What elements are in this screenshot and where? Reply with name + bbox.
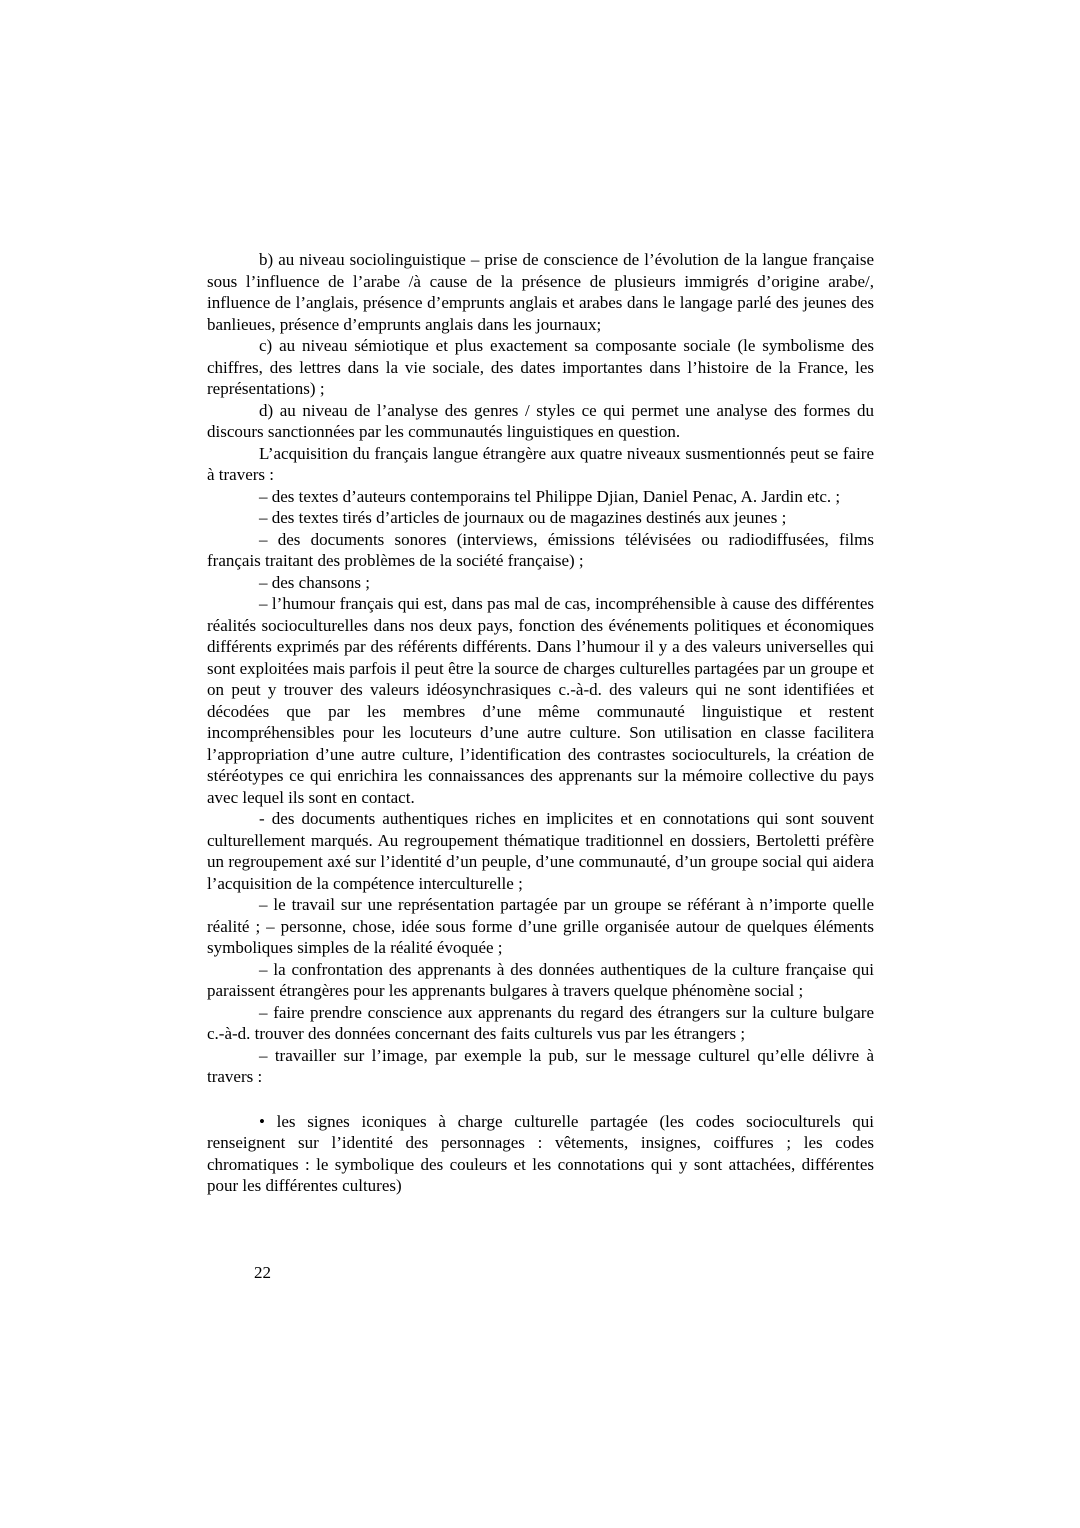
list-item-documents-sonores: – des documents sonores (interviews, émissions télévisées ou radiodiffusées, films français traitant des problèmes de la société française) ; [207, 529, 874, 570]
list-item-humour-francais: – l’humour français qui est, dans pas mal de cas, incompréhensible à cause des différentes réalités socioculturelles dans nos deux pays, fonction des événements politiques et économiques différents exprimés par des référents différents. Dans l’humour il y a des valeurs universelles qui sont exploitées mais parfois il peut être la source de charges culturelles partagées par un groupe et on peut y trouver des valeurs idéosynchrasiques c.-à-d. des valeurs qui ne sont identifiées et décodées que par les membres d’une même communauté linguistique et restent incompréhensibles pour les locuteurs d’une autre culture. Son utilisation en classe facilitera l’appropriation d’une autre culture, l’identification des contrastes socioculturels, la création de stéréotypes ce qui enrichira les connaissances des apprenants sur la mémoire collective du pays avec lequel ils sont en contact. [207, 594, 874, 807]
list-item-regard-etrangers: – faire prendre conscience aux apprenants du regard des étrangers sur la culture bulgare c.-à-d. trouver des données concernant des faits culturels vus par les étrangers ; [207, 1002, 874, 1043]
bullet-signes-iconiques: • les signes iconiques à charge culturelle partagée (les codes socioculturels qui renseignent sur l’identité des personnages : vêtements, insignes, coiffures ; les codes chromatiques : le symbolique des couleurs et les connotations qui y sont attachées, différentes pour les différentes cultures) [207, 1111, 874, 1195]
paragraph-acquisition-intro: L’acquisition du français langue étrangère aux quatre niveaux susmentionnés peut se faire à travers : [207, 443, 874, 484]
list-item-textes-auteurs: – des textes d’auteurs contemporains tel Philippe Djian, Daniel Penac, A. Jardin etc. ; [259, 486, 841, 506]
paragraph-level-sociolinguistique: b) au niveau sociolinguistique – prise de conscience de l’évolution de la langue française sous l’influence de l’arabe /à cause de la présence de plusieurs immigrés d’origine arabe/, influence de l’anglais, présence d’emprunts anglais et arabes dans le langage parlé des jeunes des banlieues, présence d’emprunts anglais dans les journaux; [207, 250, 874, 334]
list-item-documents-authentiques: - des documents authentiques riches en implicites et en connotations qui sont souvent culturellement marqués. Au regroupement thématique traditionnel en dossiers, Bertoletti préfère un regroupement axé sur l’identité d’un peuple, d’une communauté, d’un groupe social qui aidera l’acquisition de la compétence interculturelle ; [207, 809, 874, 893]
paragraph-level-semiotique: c) au niveau sémiotique et plus exactement sa composante sociale (le symbolisme des chiffres, des lettres dans la vie sociale, des dates importantes dans l’histoire de la France, les représentations) ; [207, 336, 874, 398]
list-item-travail-representation: – le travail sur une représentation partagée par un groupe se référant à n’importe quelle réalité ; – personne, chose, idée sous forme d’une grille organisée autour de quelques éléments symboliques simples de la réalité évoquée ; [207, 895, 874, 957]
list-item-confrontation-apprenants: – la confrontation des apprenants à des données authentiques de la culture française qui paraissent étrangères pour les apprenants bulgares à travers quelque phénomène social ; [207, 959, 874, 1000]
page-number: 22 [254, 1263, 271, 1282]
list-item-travailler-image: – travailler sur l’image, par exemple la pub, sur le message culturel qu’elle délivre à travers : [207, 1045, 874, 1086]
text-block [207, 249, 874, 1197]
paragraph-level-analyse-genres: d) au niveau de l’analyse des genres / styles ce qui permet une analyse des formes du discours sanctionnées par les communautés linguistiques en question. [207, 400, 874, 441]
list-item-textes-journaux: – des textes tirés d’articles de journaux ou de magazines destinés aux jeunes ; [259, 508, 787, 527]
list-item-chansons: – des chansons ; [259, 572, 370, 592]
